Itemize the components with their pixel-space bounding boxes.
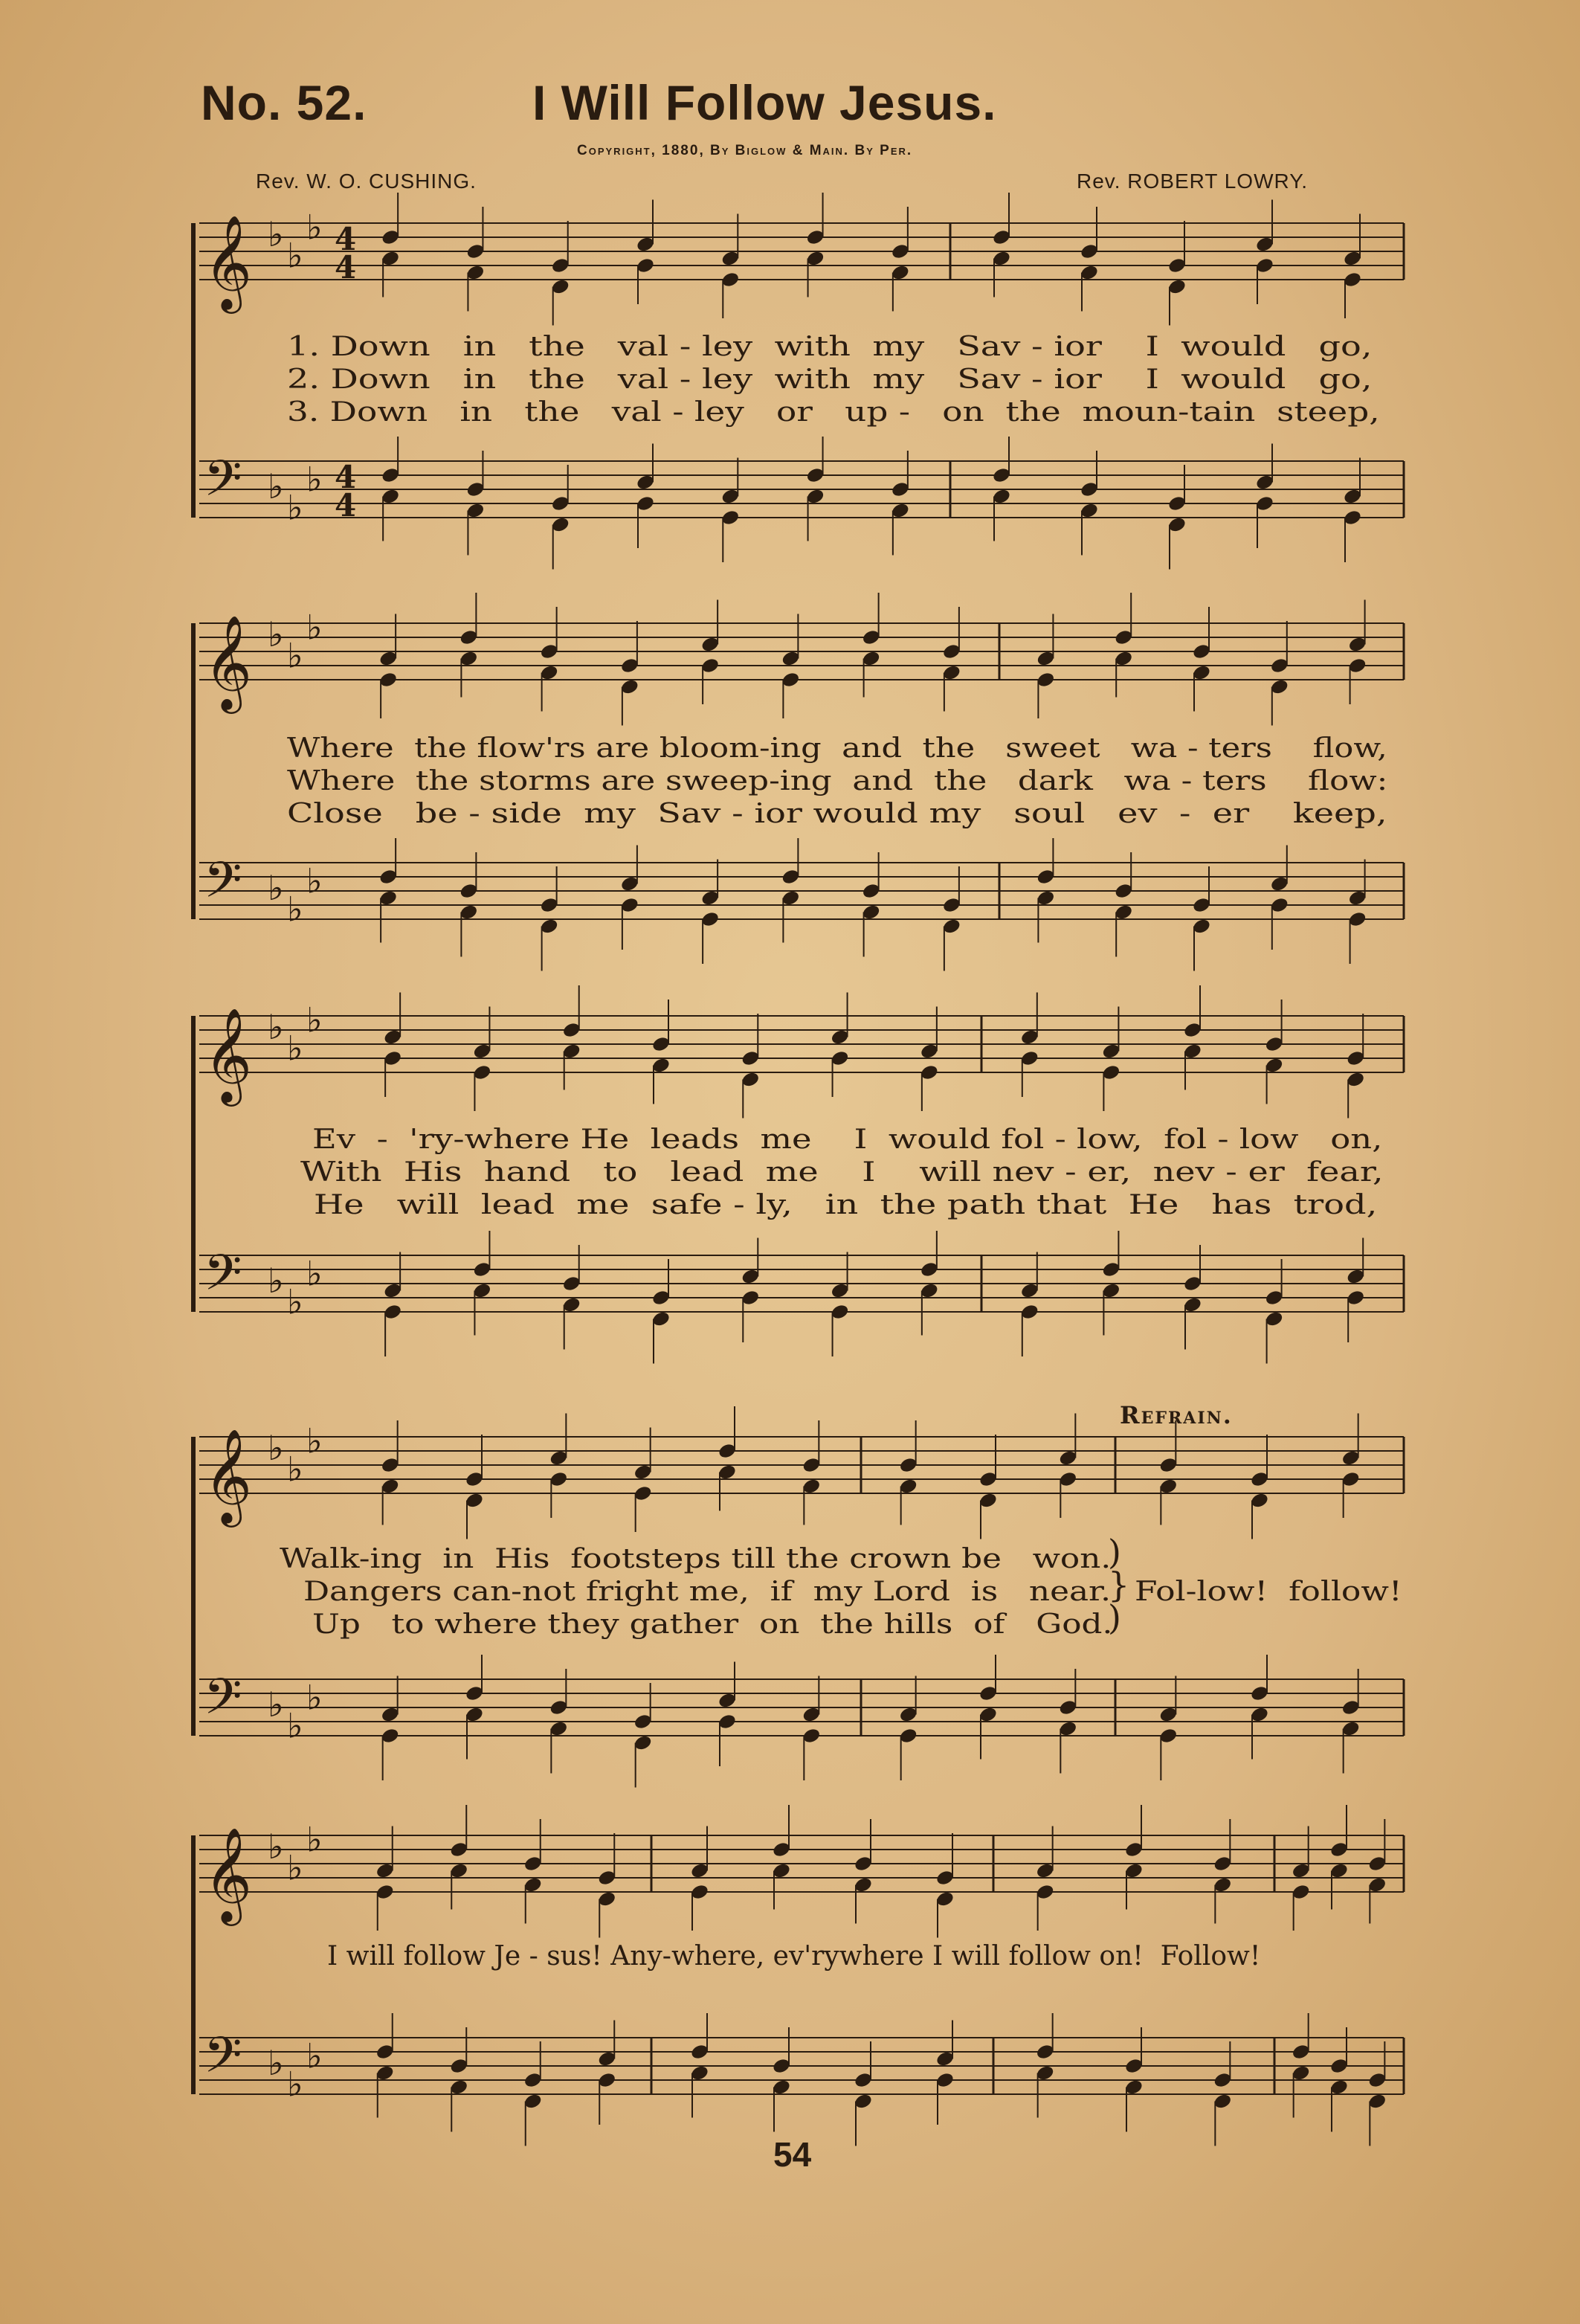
- lyric-line: He will lead me safe - ly, in the path that He has trod,: [314, 1190, 1378, 1220]
- flat-sign-icon: ♭: [306, 607, 323, 648]
- lyric-line: Where the flow'rs are bloom-ing and the sweet wa - ters flow,: [287, 733, 1387, 764]
- refrain-lyric: Fol-low! follow!: [1135, 1577, 1402, 1607]
- hymn-title: I Will Follow Jesus.: [532, 75, 997, 130]
- flat-sign-icon: ♭: [306, 2035, 323, 2076]
- flat-sign-icon: ♭: [306, 1420, 323, 1461]
- flat-sign-icon: ♭: [306, 1819, 323, 1860]
- flat-sign-icon: ♭: [287, 1847, 303, 1888]
- lyric-line: Dangers can-not fright me, if my Lord is near.: [303, 1577, 1112, 1607]
- time-signature: 4: [335, 459, 357, 495]
- bass-clef-icon: 𝄢: [204, 1244, 242, 1313]
- flat-sign-icon: ♭: [268, 1261, 284, 1301]
- lyric-line: Where the storms are sweep-ing and the dark wa - ters flow:: [287, 766, 1388, 796]
- flat-sign-icon: ♭: [306, 207, 323, 248]
- treble-clef-icon: 𝄞: [204, 1826, 253, 1922]
- flat-sign-icon: ♭: [268, 1428, 284, 1468]
- treble-clef-icon: 𝄞: [204, 1007, 253, 1102]
- treble-clef-icon: 𝄞: [204, 614, 253, 709]
- flat-sign-icon: ♭: [268, 1684, 284, 1725]
- time-signature: 4: [335, 221, 357, 257]
- lyric-line: 1. Down in the val - ley with my Sav - ior I would go,: [287, 332, 1373, 362]
- lyric-line: Walk-ing in His footsteps till the crown be won.: [280, 1544, 1112, 1574]
- page-number: 54: [773, 2135, 812, 2174]
- lyric-brace-open: ): [1108, 1532, 1121, 1572]
- lyric-line: 3. Down in the val - ley or up - on the moun-tain steep,: [287, 397, 1380, 428]
- flat-sign-icon: ♭: [306, 1000, 323, 1040]
- flat-sign-icon: ♭: [287, 1705, 303, 1746]
- lyric-line: Up to where they gather on the hills of God.: [312, 1609, 1113, 1640]
- bass-clef-icon: 𝄢: [204, 450, 242, 519]
- lyric-brace-mid: }: [1108, 1565, 1130, 1605]
- lyric-line: I will follow Je - sus! Any-where, ev'rywhere I will follow on! Follow!: [327, 1941, 1261, 1971]
- flat-sign-icon: ♭: [268, 614, 284, 654]
- hymn-number: No. 52.: [201, 75, 367, 130]
- flat-sign-icon: ♭: [268, 1826, 284, 1867]
- time-signature: 4: [335, 487, 357, 524]
- flat-sign-icon: ♭: [287, 2064, 303, 2105]
- flat-sign-icon: ♭: [268, 1007, 284, 1047]
- treble-clef-icon: 𝄞: [204, 214, 253, 309]
- flat-sign-icon: ♭: [268, 466, 284, 506]
- lyric-line: 2. Down in the val - ley with my Sav - ior I would go,: [287, 364, 1373, 395]
- flat-sign-icon: ♭: [287, 1449, 303, 1490]
- flat-sign-icon: ♭: [268, 2043, 284, 2083]
- lyric-brace-close: ): [1108, 1597, 1121, 1638]
- flat-sign-icon: ♭: [268, 214, 284, 254]
- flat-sign-icon: ♭: [306, 1253, 323, 1294]
- copyright-notice: Copyright, 1880, By Biglow & Main. By Per.: [577, 143, 913, 158]
- composer-credit: Rev. ROBERT LOWRY.: [1077, 170, 1309, 193]
- flat-sign-icon: ♭: [287, 487, 303, 528]
- flat-sign-icon: ♭: [287, 235, 303, 276]
- lyric-line: Close be - side my Sav - ior would my soul ev - er keep,: [287, 799, 1387, 829]
- bass-clef-icon: 𝄢: [204, 2027, 242, 2096]
- refrain-label: Refrain.: [1120, 1401, 1233, 1429]
- author-credit: Rev. W. O. CUSHING.: [256, 170, 477, 193]
- flat-sign-icon: ♭: [287, 635, 303, 676]
- flat-sign-icon: ♭: [268, 868, 284, 908]
- flat-sign-icon: ♭: [306, 860, 323, 901]
- treble-clef-icon: 𝄞: [204, 1428, 253, 1523]
- flat-sign-icon: ♭: [287, 1281, 303, 1322]
- flat-sign-icon: ♭: [306, 459, 323, 500]
- time-signature: 4: [335, 249, 357, 286]
- bass-clef-icon: 𝄢: [204, 852, 242, 921]
- lyric-line: With His hand to lead me I will nev - er, nev - er fear,: [300, 1157, 1384, 1188]
- lyric-line: Ev - 'ry-where He leads me I would fol - low, fol - low on,: [312, 1124, 1383, 1155]
- flat-sign-icon: ♭: [287, 1028, 303, 1069]
- flat-sign-icon: ♭: [306, 1677, 323, 1718]
- bass-clef-icon: 𝄢: [204, 1668, 242, 1737]
- flat-sign-icon: ♭: [287, 889, 303, 930]
